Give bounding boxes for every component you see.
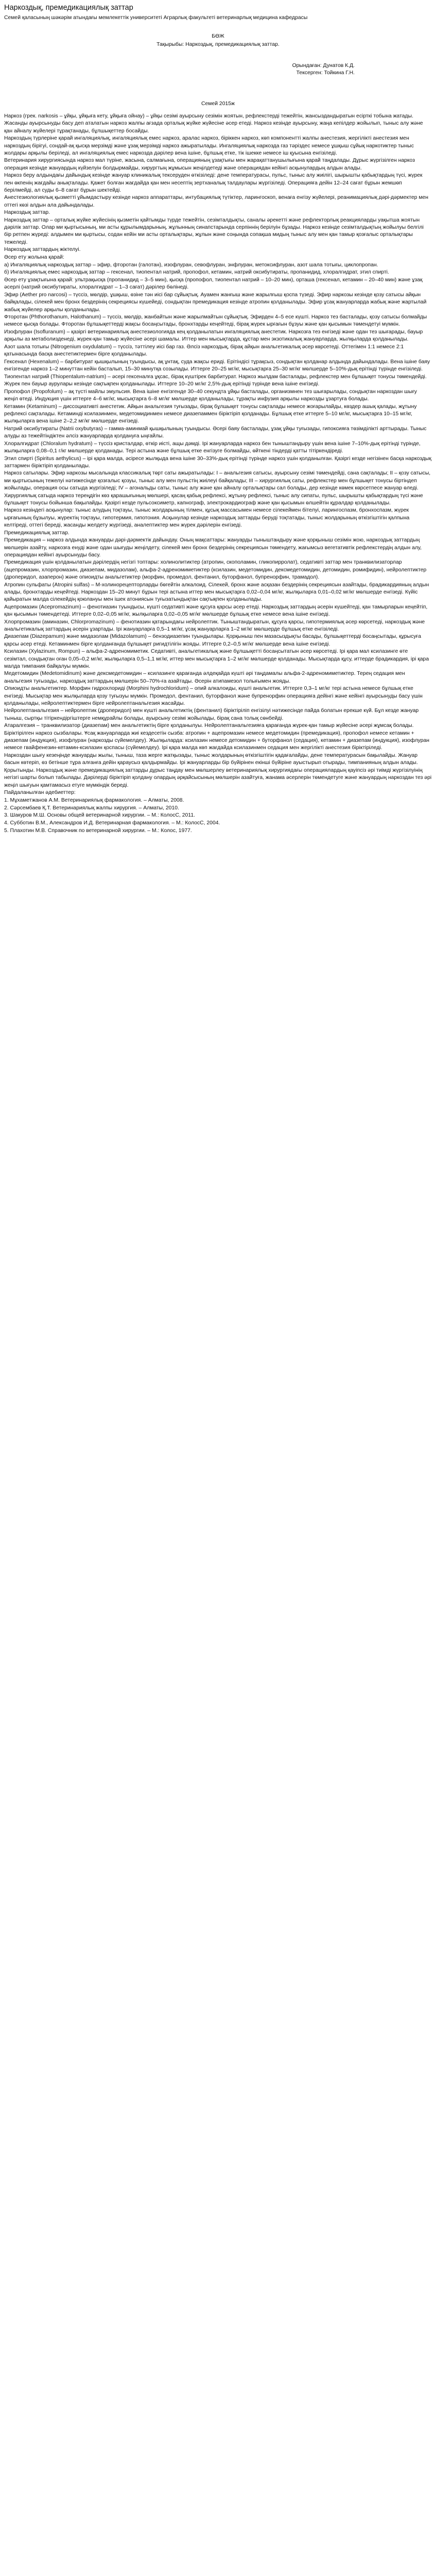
body-paragraph: Премедикациялық заттар. <box>4 530 69 536</box>
body-paragraph: Нейролептанальгезия – нейролептик (дроперидол) мен күшті анальгетиктің (фентанил) біріктіріліп енгізілуі нәтижесінде пайда болатын ерекше күй. Бұл кезде жануар тыныш, сыртқы тітіркендіргіштерге немқұрайлы болады, ауырсыну сезімі жойылады, бірақ сана толық сөнбейді. <box>4 708 419 721</box>
body-paragraph: Әсер ету ұзақтығына қарай: ультрақысқа (пропанидид – 3–5 мин), қысқа (пропофол, тиопентал натрий – 10–20 мин), орташа (гексенал, кетамин – 20–40 мин) және ұзақ әсерлі (натрий оксибутираты, хлоралгидрат – 1–3 сағат) дәрілер бөлінеді. <box>4 277 423 291</box>
body-paragraph: Хирургиялық сатыда наркоз тереңдігін көз қарашығының мөлшері, қасаң қабық рефлексі, жұтыну рефлексі, тыныс алу сипаты, пульс, шырышты қабықтардың түсі және бұлшықет тонусы бойынша бақылайды. Қазіргі кезде пульсоксиметр, капнограф, электрокардиограф және қан қысымын өлшейтін құралдар қолданылады. <box>4 493 423 506</box>
body-paragraph: 3. Шакуров М.Ш. Основы общей ветеринарной хирургии. – М.: КолосС, 2011. <box>4 812 195 819</box>
body-paragraph: Эфир (Aether pro narcosi) – түссіз, мөлдір, ұшқыш, өзіне тән иісі бар сұйықтық. Ауамен жанғыш және жарылғыш қоспа түзеді. Эфир наркозы кезінде қозу сатысы айқын байқалады, сілекей мен бронх бездерінің секрециясы күшейеді, сондықтан премедикация кезінде атропин қолданылады. Эфир ұсақ жануарларда жабық және жартылай жабық жүйелер арқылы қолданылады. <box>4 292 427 313</box>
author-line: Орындаған: Дунатов К.Д. <box>292 62 355 69</box>
body-paragraph: Хлоралгидрат (Chloralum hydratum) – түссіз кристалдар, өткір иісті, ащы дәмді. Ірі жануарларда наркоз бен тыныштандыру үшін вена ішіне 7–10%-дық ерітінді түрінде, жылқыларға 0,08–0,1 г/кг мөлшерде қолданады. Тері астына және бұлшық етке енгізуге болмайды, өйткені тіндерді қатты тітіркендіреді. <box>4 440 421 454</box>
body-paragraph: Опиоидты анальгетиктер. Морфин гидрохлориді (Morphini hydrochloridum) – опий алкалоиды, күшті анальгетик. Иттерге 0,3–1 мг/кг тері астына немесе бұлшық етке енгізеді. Мысықтар мен жылқыларда қозу туғызуы мүмкін. Промедол, фентанил, буторфанол және бупренорфин операцияға дейінгі және кейінгі ауырсынуды басу үшін қолданылады, нейролептиктермен бірге нейролептанальгезия жасайды. <box>4 686 423 706</box>
body-paragraph: Біріктірілген наркоз сызбалары. Ұсақ жануарларда жиі кездесетін сызба: атропин + ацепромазин немесе медетомидин (премедикация), пропофол немесе кетамин + диазепам (индукция), изофлуран (наркозды сүйемелдеу). Жылқыларда: ксилазин немесе детомидин + буторфанол (седация), кетамин + диазепам (индукция), изофлуран немесе гвайфенезин-кетамин-ксилазин қоспасы (сүйемелдеу). Ірі қара малда көп жағдайда ксилазинмен седация мен жергілікті анестезия біріктіріледі. <box>4 731 430 751</box>
body-paragraph: Пропофол (Propofolum) – ақ түсті майлы эмульсия. Вена ішіне енгізгенде 30–40 секундта ұйқы басталады, организмнен тез шығарылады, сондықтан наркоздан шығу жеңіл өтеді. Индукция үшін иттерге 4–6 мг/кг, мысықтарға 6–8 мг/кг мөлшерде қолданылады, тұрақты инфузия арқылы наркозды ұзартуға болады. <box>4 388 417 402</box>
body-paragraph: Кетамин (Ketaminum) – диссоциативті анестетик. Айқын анальгезия туғызады, бірақ бұлшықет тонусы сақталады немесе жоғарылайды, көздер ашық қалады, жұтыну рефлексі сақталады. Кетаминді ксилазинмен, медетомидинмен немесе диазепаммен біріктіріп қолданады. Бұлшық етке иттерге 5–10 мг/кг, мысықтарға 10–15 мг/кг, жылқыларға вена ішіне 2–2,2 мг/кг мөлшерде енгізеді. <box>4 403 417 425</box>
body-paragraph: Премедикация үшін қолданылатын дәрілердің негізгі топтары: холинолитиктер (атропин, скополамин, гликопирролат), седативті заттар мен транквилизаторлар (ацепромазин, хлорпромазин, диазепам, мидазолам), альфа-2-адреномиметиктер (ксилазин, медетомидин, дексмедетомидин, детомидин, ромифидин), нейролептиктер (дроперидол, азаперон) және опиоидты анальгетиктер (морфин, промедол, фентанил, буторфанол, бупренорфин, трамадол). <box>4 560 427 580</box>
body-paragraph: 1. Мұхаметжанов А.М. Ветеринариялық фармакология. – Алматы, 2008. <box>4 797 184 803</box>
body-paragraph: Пайдаланылған әдебиеттер: <box>4 790 76 796</box>
body-paragraph: а) Ингаляциялық наркоздық заттар – эфир, фторотан (галотан), изофлуран, севофлуран, энфлуран, метоксифлуран, азот шала тотығы, циклопропан. <box>4 262 378 268</box>
body-paragraph: Наркоз кезіндегі асқынулар: тыныс алудың тоқтауы, тыныс жолдарының тілмен, құсық массасымен немесе сілекеймен бітелуі, ларингоспазм, бронхоспазм, жүрек ырғағының бұзылуы, жүректің тоқтауы, гипотермия, гипотония. Асқынулар кезінде наркоздық заттарды беруді тоқтатады, тыныс жолдарының өткізгіштігін қалпына келтіреді, оттегі береді, жасанды желдету жүргізеді, аналептиктер мен жүрек дәрілерін енгізеді. <box>4 507 410 528</box>
body-paragraph: Анестезиологиялық қызметті ұйымдастыру кезінде наркоз аппараттары, интубациялық түтіктер, ларингоскоп, венаға енгізу жүйелері, реанимациялық дәрі-дәрмектер мен оттегі көзі алдын ала дайындалады. <box>4 195 428 208</box>
body-paragraph: Ацепромазин (Acepromazinum) – фенотиазин туындысы, күшті седативті және құсуға қарсы әсер етеді. Наркоздық заттардың әсерін күшейтеді, қан тамырларын кеңейтіп, қан қысымын төмендетеді. Иттерге 0,02–0,05 мг/кг, жылқыларға 0,02–0,05 мг/кг мөлшерде бұлшық етке немесе вена ішіне енгізеді. <box>4 604 428 617</box>
body-paragraph: Атаралгезия – транквилизатор (диазепам) мен анальгетиктің бірге қолданылуы. Нейролептанальгезияға қарағанда жүрек-қан тамыр жүйесіне әсері жұмсақ болады. <box>4 723 414 729</box>
city-year-line: Семей 2015ж <box>201 101 235 107</box>
topic-line: Тақырыбы: Наркоздық, премедикациялық заттар. <box>156 42 280 48</box>
document-body <box>4 113 432 835</box>
body-paragraph: Ксилазин (Xylazinum, Rompun) – альфа-2-адреномиметик. Седативті, анальгетикалық және бұлшықетті босаңсытатын әсер көрсетеді. Ірі қара мал ксилазинге өте сезімтал, сондықтан оған 0,05–0,2 мг/кг, жылқыларға 0,5–1,1 мг/кг, иттер мен мысықтарға 1–2 мг/кг мөлшерде қолданады. Мысықтарда құсу, иттерде брадикардия, ірі қара малда тимпания байқалуы мүмкін. <box>4 649 429 669</box>
body-paragraph: Наркоз беру алдындағы дайындық кезінде жануар клиникалық тексеруден өткізіледі: дене температурасы, пульс, тыныс алу жиілігі, шырышты қабықтардың түсі, жүрек пен өкпенің жағдайы анықталады. Қажет болған жағдайда қан мен несептің зертханалық талдаулары жүргізіледі. Операцияға дейін 12–24 сағат бұрын жемшөп берілмейді, ал суды 6–8 сағат бұрын шектейді. <box>4 173 423 193</box>
body-paragraph: Наркоздық заттардың жіктелуі. <box>4 247 81 253</box>
page-title: Наркоздық, премедикациялық заттар <box>4 4 133 12</box>
body-paragraph: 4. Субботин В.М., Александров И.Д. Ветеринарная фармакология. – М.: КолосС, 2004. <box>4 820 220 826</box>
body-paragraph: Әсер ету жолына қарай: <box>4 255 64 261</box>
body-paragraph: Этил спирті (Spiritus aethylicus) – ірі қара малда, әсіресе жылқыда вена ішіне 30–33%-дық ерітінді түрінде наркоз үшін қолданылған. Қазіргі кезде негізінен басқа наркоздық заттармен біріктіріп қолданылады. <box>4 455 431 469</box>
body-paragraph: Тиопентал натрий (Thiopentalum-natrium) – әсері гексеналға ұқсас, бірақ күштірек барбитурат. Наркоз жылдам басталады, рефлекстер мен бұлшықет тонусы төмендейді. Жүрек пен бауыр аурулары кезінде сақтықпен қолданылады. Иттерге 10–20 мг/кг 2,5%-дық ерітінді түрінде вена ішіне енгізеді. <box>4 374 427 387</box>
body-paragraph: Азот шала тотығы (Nitrogenium oxydulatum) – түссіз, тәттілеу иісі бар газ. Әлсіз наркоздық, бірақ айқын анальгетикалық әсер көрсетеді. Оттегімен 1:1 немесе 2:1 қатынасында басқа анестетиктермен бірге қолданылады. <box>4 344 404 358</box>
body-paragraph: Наркоз сатылары. Эфир наркозы мысалында классикалық төрт саты ажыратылады: І – анальгезия сатысы, ауырсыну сезімі төмендейді, сана сақталады; ІІ – қозу сатысы, ми қыртысының тежелуі нәтижесінде қозғалыс қозуы, тыныс алу мен пульстің жиілеуі байқалады; ІІІ – хирургиялық саты, рефлекстер мен бұлшықет тонусы біртіндеп жойылады, операция осы сатыда жүргізіледі; ІV – агональды саты, тыныс алу және қан айналу орталықтары сал болады, дер кезінде көмек көрсетпесе жануар өледі. <box>4 470 431 491</box>
body-paragraph: Наркоз (грек. narkosis – ұйқы, ұйқыға кету, ұйқыға ойнау) – ұйқы сезімі ауырсыну сезімін жоятын, рефлекстерді тежейтін, жансыздандыратын есірткі тобына жатады. Жасанды ауырсынуды басу деп аталатын наркоз жалпы ағзада орталық жүйке жүйесіне әсер етеді. Наркоз кезінде ауырсыну, жаңа кепілдер жойылып, тыныс алу және қан айналу жүйелері тұрақтанады, бұлшықеттер босайды. <box>4 113 423 134</box>
body-paragraph: Ветеринария хирургиясында наркоз мал түріне, жасына, салмағына, операцияның ұзақтығы мен жарақаттанушылығына қарай таңдалады. Дұрыс жүргізілген наркоз операция кезінде жануардың күйзелуін болдырмайды, хирургтың жұмысын жеңілдетеді және операциядан кейінгі асқынулардың алдын алады. <box>4 158 415 171</box>
body-paragraph: Диазепам (Diazepamum) және мидазолам (Midazolamum) – бензодиазепин туындылары. Қорқыныш пен мазасыздықты басады, бұлшықеттерді босаңсытады, құрысуға қарсы әсер етеді. Кетаминмен бірге қолданғанда бұлшықет ригидтілігін жояды. Иттерге 0,2–0,5 мг/кг мөлшерде вена ішіне енгізеді. <box>4 634 421 647</box>
body-paragraph: Натрий оксибутираты (Natrii oxybutyras) – гамма-аминмай қышқылының туындысы. Әсері баяу басталады, ұзақ ұйқы туғызады, гипоксияға төзімділікті арттырады. Тыныс алуды аз тежейтіндіктен әлсіз жануарларда қолдануға ыңғайлы. <box>4 426 427 439</box>
body-paragraph: Хлорпромазин (аминазин, Chlorpromazinum) – фенотиазин қатарындағы нейролептик. Тыныштандыратын, құсуға қарсы, гипотермиялық әсер көрсетеді, наркоздық және анальгетикалық заттардың әсерін ұзартады. Ірі жануарларға 0,5–1 мг/кг, ұсақ жануарларға 1–2 мг/кг мөлшерде бұлшық етке енгізіледі. <box>4 619 425 632</box>
body-paragraph: 2. Сәрсембаев Қ.Т. Ветеринариялық жалпы хирургия. – Алматы, 2010. <box>4 805 179 811</box>
body-paragraph: Наркоздан шығу кезеңінде жануарды жылы, тыныш, таза жерге жатқызады, тыныс жолдарының өткізгіштігін қадағалайды, дене температурасын бақылайды. Жануар басын көтеріп, өз бетінше тұра алғанға дейін қараусыз қалдырмайды. Ірі жануарларды бір бүйірінен екінші бүйіріне ауыстырып отырады, тимпанияның алдын алады. <box>4 753 418 766</box>
body-paragraph: б) Ингаляциялық емес наркоздық заттар – гексенал, тиопентал натрий, пропофол, кетамин, натрий оксибутираты, пропанидид, хлоралгидрат, этил спирті. <box>4 269 389 276</box>
doc-type-heading: БӨЖ <box>212 33 224 40</box>
body-paragraph: Наркоздық заттар – орталық жүйке жүйесінің қызметін қайтымды түрде тежейтін, сезімталдықты, саналы әрекетті және рефлекторлық реакцияларды уақытша жоятын дәрілік заттар. Олар ми қыртысының, ми асты құрылымдарының, жұлынның синапстарында серпіннің берілуін бұзады. Наркоз кезінде сезімталдықтың жойылуы белгілі бір ретпен жүреді: алдымен ми қыртысы, содан кейін ми асты орталықтары, жұлын және соңында сопақша мидың тыныс алу мен қан тамыр қозғалыс орталықтары тежеледі. <box>4 217 424 245</box>
body-paragraph: Гексенал (Hexenalum) – барбитурат қышқылының туындысы, ақ ұнтақ, суда жақсы ериді. Ерітіндісі тұрақсыз, сондықтан қолданар алдында дайындалады. Вена ішіне баяу енгізгенде наркоз 1–2 минуттан кейін басталып, 15–30 минутқа созылады. Иттерге 20–25 мг/кг, мысықтарға 25–30 мг/кг мөлшерде 5–10%-дық ерітінді түрінде енгізіледі. <box>4 359 430 372</box>
body-paragraph: Атропин сульфаты (Atropini sulfas) – М-холинорецепторларды бөгейтін алкалоид. Сілекей, бронх және асқазан бездерінің секрециясын азайтады, брадикардияның алдын алады, бронхтарды кеңейтеді. Наркоздан 15–20 минут бұрын тері астына иттер мен мысықтарға 0,02–0,04 мг/кг, жылқыларға 0,01–0,02 мг/кг мөлшерде енгізеді. Күйіс қайыратын малда сілекейдің қоюлануы мен ішек атониясын туғызатындықтан сақтықпен қолданылады. <box>4 582 429 602</box>
reviewer-line: Тексерген: Тойкина Г.Н. <box>296 70 355 76</box>
body-paragraph: Наркоздық заттар. <box>4 210 50 216</box>
body-paragraph: Медетомидин (Medetomidinum) және дексмедетомидин – ксилазинге қарағанда әлдеқайда күшті әрі таңдамалы альфа-2-адреномиметиктер. Терең седация мен анальгезия туғызады, наркоздық заттардың мөлшерін 50–70%-ға азайтады. Әсерін атипамезол толығымен жояды. <box>4 671 405 684</box>
body-paragraph: Наркоздың түрлеріне қарай ингаляциялық, ингаляциялық емес наркоз, аралас наркоз, біріккен наркоз, көп компонентті жалпы анестезия, жергілікті анестезия мен наркоздың бірігуі, сондай-ақ қысқа мерзімді және ұзақ мерзімді наркоз ажыратылады. Ингаляциялық наркозда газ тәріздес немесе ұшқыш сұйық наркотиктер тыныс жолдары арқылы беріледі, ал ингаляциялық емес наркозда дәрілер вена ішіне, бұлшық етке, тік ішекке немесе іш қуысына енгізіледі. <box>4 135 414 156</box>
body-paragraph: Қорытынды. Наркоздық және премедикациялық заттарды дұрыс таңдау мен мөлшерлеу ветеринариялық хирургиядағы операциялардың қауіпсіз әрі тиімді жүргізілуінің негізгі шарты болып табылады. Дәрілерді біріктіріп қолдану олардың әрқайсысының мөлшерін азайтуға, жанама әсерлерін төмендетуге және жануардың наркоздан тез әрі жеңіл шығуын қамтамасыз етуге мүмкіндік береді. <box>4 768 432 788</box>
body-paragraph: Изофлуран (Isofluranum) – қазіргі ветеринариялық анестезиологияда кең қолданылатын ингаляциялық анестетик. Наркозға тез енгізеді және одан тез шығарады, бауыр арқылы аз метаболизденеді, жүрек-қан тамыр жүйесіне әсері шамалы. Иттер мен мысықтарда, құстар мен экзотикалық жануарларда, жылқыларда қолданылады. <box>4 329 423 343</box>
body-paragraph: Фторотан (Phthorothanum, Halothanum) – түссіз, мөлдір, жанбайтын және жарылмайтын сұйықтық. Эфирден 4–5 есе күшті. Наркоз тез басталады, қозу сатысы болмайды немесе қысқа болады. Фторотан бұлшықеттерді жақсы босаңсытады, бронхтарды кеңейтеді, бірақ жүрек ырғағын бұзуы және қан қысымын төмендетуі мүмкін. <box>4 314 427 328</box>
body-paragraph: Премедикация – наркоз алдында жануарды дәрі-дәрмектік дайындау. Оның мақсаттары: жануарды тыныштандыру және қорқыныш сезімін жою, наркоздық заттардың мөлшерін азайту, наркозға енуді және одан шығуды жеңілдету, сілекей мен бронх бездерінің секрециясын төмендету, жағымсыз вегетативтік рефлекстердің алдын алу, операциядан кейінгі ауырсынуды басу. <box>4 537 422 558</box>
body-paragraph: 5. Плахотин М.В. Справочник по ветеринарной хирургии. – М.: Колос, 1977. <box>4 827 192 834</box>
institution-header: Семей қаласының шәкәрім атындағы мемлекеттік университеті Аграрлық факультеті ветеринарлық медицина кафедрасы <box>4 15 308 21</box>
